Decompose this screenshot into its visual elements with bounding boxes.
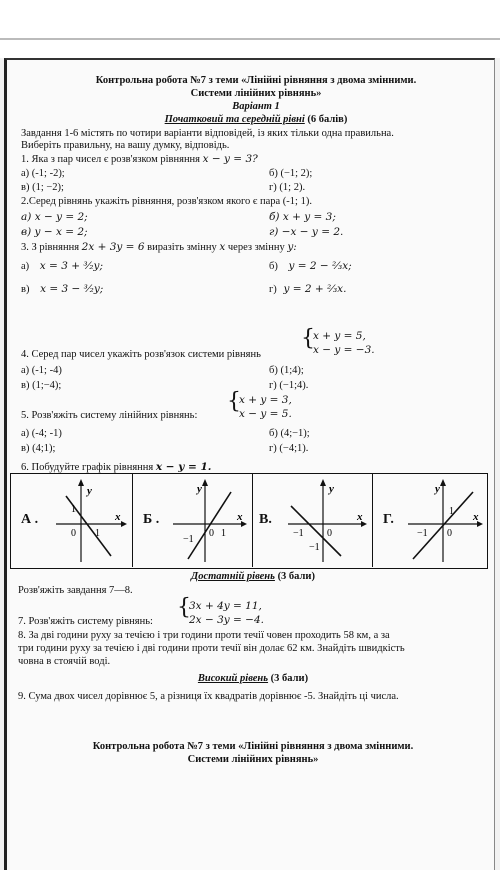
graph-label-b: Б . [143,512,160,527]
graph-v-y-arrow [320,479,326,486]
q7-system-eq2: 2x − 3y = −4. [189,614,264,626]
q8-line-1: 8. За дві години руху за течією і три години проти течії човен проходить 58 км, а за [18,630,390,641]
title-line-2: Системи лінійних рівнянь» [190,88,322,99]
q7-system-eq1: 3x + 4y = 11, [189,600,262,612]
top-border-line [0,38,500,40]
q4-system-eq1: x + y = 5, [313,330,366,342]
graph-v-tick-ym1: −1 [309,542,320,553]
graph-option-b[interactable] [133,474,253,567]
q3-question-start: 3. З рівняння [21,242,80,253]
graph-a-origin: 0 [71,528,76,539]
q5-option-d[interactable]: г) (−4;1). [269,443,309,454]
level2-heading [18,571,488,583]
graph-b-tick-ym1: −1 [183,534,194,545]
q4-option-d[interactable]: г) (−1;4). [269,380,309,391]
graph-v-tick-xm1: −1 [293,528,304,539]
q4-option-b[interactable]: б) (1;4); [269,365,304,376]
q4-text: 4. Серед пар чисел укажіть розв'язок системи рівнянь [21,349,261,360]
q5-system-eq1: x + y = 3, [239,394,292,406]
q5-brace: { [227,389,241,414]
q3-question-end: через змінну [227,242,285,253]
solve-7-8-instruction: Розв'яжіть завдання 7—8. [18,585,133,596]
q6-graph-options [10,473,488,569]
q8-line-3: човна в стоячій воді. [18,656,111,667]
graph-b-x-label: x [237,511,243,523]
graph-a-y-arrow [78,479,84,486]
graph-b-y-label: y [197,483,202,495]
graph-a-x-arrow [121,521,127,527]
q4-brace: { [301,326,315,351]
q5-option-c[interactable]: в) (4;1); [21,443,56,454]
graph-b-line [188,492,231,559]
intro-line-1: Завдання 1-6 містять по чотири варіанти відповідей, із яких тільки одна правильна. [21,128,394,139]
graph-g-origin: 0 [447,528,452,539]
q1-option-d[interactable]: г) (1; 2). [269,182,306,193]
q4-option-a[interactable]: а) (-1; -4) [21,365,62,376]
graph-label-g: Г. [383,512,394,527]
q4-option-c[interactable]: в) (1;−4); [21,380,62,391]
graph-a-tick-y1: 1 [71,504,76,515]
q9-text: 9. Сума двох чисел дорівнює 5, а різниця їх квадратів дорівнює -5. Знайдіть ці числа. [18,691,399,702]
q8-line-2: три години руху за течією і дві години проти течії він долає 62 км. Знайдіть швидкість [18,643,405,654]
q5-option-b[interactable]: б) (4;−1); [269,428,310,439]
footer-title-line-2: Системи лінійних рівнянь» [187,754,319,765]
level2-title: Достатній рівень [191,571,275,582]
graph-g-y-arrow [440,479,446,486]
level1-heading [21,114,491,126]
q7-text: 7. Розв'яжіть систему рівнянь: [18,616,153,627]
graph-v-x-label: x [357,511,363,523]
graph-a-y-label: y [87,485,92,497]
q2-text: 2.Серед рівнянь укажіть рівняння, розв'язком якого є пара (-1; 1). [21,196,312,207]
q2-option-d[interactable]: г) −x − y = 2. [269,226,344,238]
q1-option-a[interactable]: а) (-1; -2); [21,168,65,179]
graph-option-g[interactable] [373,474,487,567]
graph-v-origin: 0 [327,528,332,539]
level3-points: (3 бали) [270,673,309,684]
q1-question: 1. Яка з пар чисел є розв'язком рівняння [21,154,201,165]
q3-equation: 2x + 3y = 6 [81,241,145,253]
q3-var-y: y: [287,241,297,253]
q1-option-c[interactable]: в) (1; −2); [21,182,64,193]
graph-label-a: А . [21,512,39,527]
q5-system-eq2: x − y = 5. [239,408,292,420]
graph-b-y-arrow [202,479,208,486]
q2-option-b[interactable]: б) x + y = 3; [269,211,336,223]
q5-option-a[interactable]: а) (-4; -1) [21,428,62,439]
q3-value-d: y = 2 + ²⁄₃x. [283,283,347,295]
q3-option-b[interactable] [269,260,352,273]
graph-a-x-label: x [115,511,121,523]
q3-label-a: а) [21,261,30,272]
graph-g-x-label: x [473,511,479,523]
graph-a-tick-x1: 1 [95,528,100,539]
q3-label-c: в) [21,284,30,295]
graph-b-tick-x1: 1 [221,528,226,539]
graph-g-tick-xm1: −1 [417,528,428,539]
q3-var-x: x [219,241,226,253]
graph-option-v[interactable] [253,474,373,567]
q1-equation: x − y = 3? [202,153,258,165]
graph-label-v: В. [259,512,272,527]
q6-question: 6. Побудуйте графік рівняння [21,462,154,473]
level3-heading [18,673,488,685]
level3-title: Високий рівень [197,673,269,684]
q3-option-c[interactable] [21,283,103,296]
q3-label-b: б) [269,261,278,272]
graph-option-a[interactable] [11,474,133,567]
q3-option-d[interactable] [269,283,346,296]
q1-text [21,153,258,166]
level1-title: Початковий та середній рівні [164,114,305,125]
top-margin [0,0,500,58]
graph-g-tick-y1: 1 [449,506,454,517]
q2-option-c[interactable]: в) y − x = 2; [21,226,88,238]
q6-equation: x − y = 1. [155,461,212,473]
q2-option-a[interactable]: а) x − y = 2; [21,211,88,223]
graph-v-y-label: y [329,483,334,495]
q3-value-c: x = 3 − ³⁄₂y; [40,283,104,295]
q7-brace: { [177,595,191,620]
q3-text [21,241,297,254]
q1-option-b[interactable]: б) (−1; 2); [269,168,313,179]
q3-question-mid: виразіть змінну [147,242,217,253]
level1-points: (6 балів) [307,114,348,125]
graph-b-origin: 0 [209,528,214,539]
variant-label: Варіант 1 [232,101,280,112]
q3-option-a[interactable] [21,260,103,273]
graph-g-y-label: y [435,483,440,495]
q3-label-d: г) [269,284,277,295]
footer-title-line-1: Контрольна робота №7 з теми «Лінійні рівняння з двома змінними. [92,741,414,752]
q4-system-eq2: x − y = −3. [313,344,375,356]
q3-value-a: x = 3 + ³⁄₂y; [39,260,103,272]
q3-value-b: y = 2 − ²⁄₃x; [288,260,352,272]
intro-line-2: Виберіть правильну, на вашу думку, відповідь. [21,140,230,151]
title-line-1: Контрольна робота №7 з теми «Лінійні рівняння з двома змінними. [95,75,417,86]
q5-text: 5. Розв'яжіть систему лінійних рівнянь: [21,410,198,421]
level2-points: (3 бали) [277,571,315,582]
